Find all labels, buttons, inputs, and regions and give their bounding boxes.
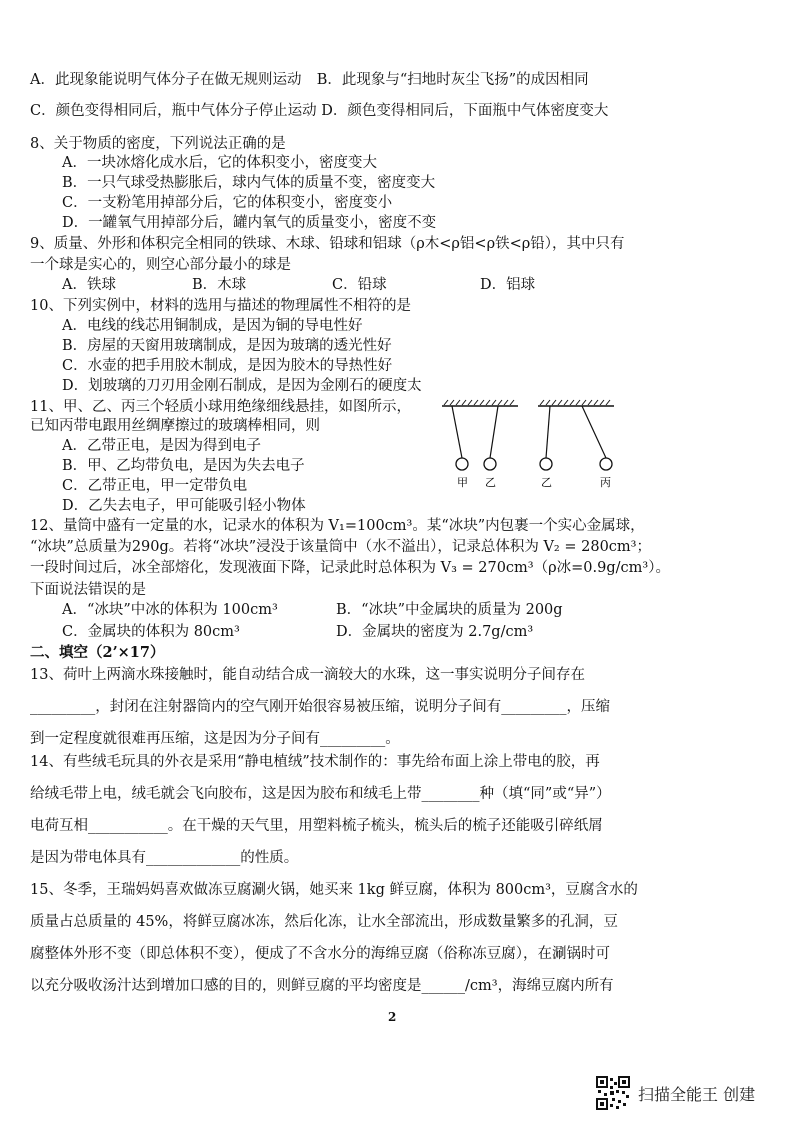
q7-option-c: C．颜色变得相同后，瓶中气体分子停止运动: [30, 103, 317, 119]
q12-line-3: 一段时间过后，冰全部熔化，发现液面下降，记录此时总体积为 V₃ = 270cm³（ρ冰=0.9g/cm³）。: [30, 560, 670, 576]
q12-option-b: B．“冰块”中金属块的质量为 200g: [336, 602, 563, 618]
q10-option-c: C．水壶的把手用胶木制成，是因为胶木的导热性好: [62, 358, 393, 374]
label-yi-right: 乙: [541, 476, 552, 489]
q13-line-1: 13、荷叶上两滴水珠接触时，能自动结合成一滴较大的水珠，这一事实说明分子间存在: [30, 667, 585, 683]
q11-stem-1: 11、甲、乙、丙三个轻质小球用绝缘细线悬挂，如图所示，: [30, 399, 411, 415]
left-ceiling: [442, 400, 518, 406]
q15-line-3: 腐整体外形不变（即总体积不变），便成了不含水分的海绵豆腐（俗称冻豆腐），在涮锅时可: [30, 946, 610, 962]
ball-jia: [456, 458, 468, 470]
q8-option-a: A．一块冰熔化成水后，它的体积变小，密度变大: [62, 155, 377, 171]
q15-line-1: 15、冬季，王瑞妈妈喜欢做冻豆腐涮火锅，她买来 1kg 鲜豆腐，体积为 800cm³，豆腐含水的: [30, 882, 638, 898]
q14-line-2: 给绒毛带上电，绒毛就会飞向胶布，这是因为胶布和绒毛上带________种（填“同”或“异”）: [30, 786, 611, 802]
string-bing: [582, 406, 606, 458]
q10-option-d: D．划玻璃的刀刃用金刚石制成，是因为金刚石的硬度太: [62, 378, 422, 394]
q9-option-d: D．铝球: [480, 277, 536, 293]
section-title-fill-in: 二、填空（2’×17）: [30, 644, 165, 661]
q9-option-c: C．铅球: [332, 277, 387, 293]
qr-code-icon: [596, 1076, 630, 1110]
q11-charged-balls-figure: [438, 398, 638, 520]
string-yi-left: [490, 406, 498, 458]
q12-option-c: C．金属块的体积为 80cm³: [62, 624, 240, 640]
q12-line-2: “冰块”总质量为290g。若将“冰块”浸没于该量筒中（水不溢出），记录总体积为 V₂ = 280cm³；: [30, 539, 651, 555]
q12-option-a: A．“冰块”中冰的体积为 100cm³: [62, 602, 278, 618]
q7-option-line-1: [30, 70, 589, 90]
label-yi-left: 乙: [485, 476, 496, 489]
q8-option-c: C．一支粉笔用掉部分后，它的体积变小，密度变小: [62, 195, 393, 211]
q11-option-d: D．乙失去电子，甲可能吸引轻小物体: [62, 498, 306, 514]
q15-line-4: 以充分吸收汤汁达到增加口感的目的，则鲜豆腐的平均密度是______/cm³，海绵豆腐内所有: [30, 978, 614, 994]
q7-option-a: A．此现象能说明气体分子在做无规则运动: [30, 72, 302, 88]
q11-option-c: C．乙带正电，甲一定带负电: [62, 478, 248, 494]
q11-stem-2: 已知丙带电跟用丝绸摩擦过的玻璃棒相同，则: [30, 418, 320, 434]
q7-option-line-2: [30, 101, 608, 121]
q7-option-d: D．颜色变得相同后，下面瓶中气体密度变大: [321, 103, 609, 119]
q10-option-a: A．电线的线芯用铜制成，是因为铜的导电性好: [62, 318, 363, 334]
q11-option-a: A．乙带正电，是因为得到电子: [62, 438, 261, 454]
q10-stem: 10、下列实例中，材料的选用与描述的物理属性不相符的是: [30, 298, 411, 314]
label-bing: 丙: [600, 476, 611, 489]
q15-line-2: 质量占总质量的 45%，将鲜豆腐冰冻，然后化冻，让水全部流出，形成数量繁多的孔洞，豆: [30, 914, 618, 930]
q8-option-d: D．一罐氧气用掉部分后，罐内氧气的质量变小，密度不变: [62, 215, 437, 231]
label-jia: 甲: [457, 476, 468, 489]
q8-stem: 8、关于物质的密度，下列说法正确的是: [30, 136, 286, 152]
q14-line-3: 电荷互相___________。在干燥的天气里，用塑料梳子梳头，梳头后的梳子还能吸引碎纸屑: [30, 818, 603, 834]
q12-line-1: 12、量筒中盛有一定量的水，记录水的体积为 V₁=100cm³。某“冰块”内包裹一个实心金属球，: [30, 518, 645, 534]
q9-option-b: B．木球: [192, 277, 247, 293]
q7-option-b: B．此现象与“扫地时灰尘飞扬”的成因相同: [316, 72, 589, 88]
ball-yi-right: [540, 458, 552, 470]
q12-line-4: 下面说法错误的是: [30, 582, 146, 598]
q14-line-4: 是因为带电体具有_____________的性质。: [30, 850, 299, 866]
string-yi-right: [546, 406, 550, 458]
q11-option-b: B．甲、乙均带负电，是因为失去电子: [62, 458, 305, 474]
q9-stem-2: 一个球是实心的，则空心部分最小的球是: [30, 257, 291, 273]
q13-line-2: _________，封闭在注射器筒内的空气刚开始很容易被压缩，说明分子间有_________，压缩: [30, 699, 610, 715]
string-jia: [452, 406, 462, 458]
q9-stem-1: 9、质量、外形和体积完全相同的铁球、木球、铅球和铝球（ρ木<ρ铝<ρ铁<ρ铅），其中只有: [30, 236, 625, 252]
q13-line-3: 到一定程度就很难再压缩，这是因为分子间有_________。: [30, 731, 400, 747]
scanner-watermark: 扫描全能王 创建: [638, 1085, 756, 1104]
ball-yi-left: [484, 458, 496, 470]
q9-option-a: A．铁球: [62, 277, 116, 293]
page-number: 2: [388, 1010, 397, 1024]
q8-option-b: B．一只气球受热膨胀后，球内气体的质量不变，密度变大: [62, 175, 436, 191]
right-ceiling: [538, 400, 614, 406]
q14-line-1: 14、有些绒毛玩具的外衣是采用“静电植绒”技术制作的：事先给布面上涂上带电的胶，再: [30, 754, 600, 770]
q10-option-b: B．房屋的天窗用玻璃制成，是因为玻璃的透光性好: [62, 338, 392, 354]
ball-bing: [600, 458, 612, 470]
q12-option-d: D．金属块的密度为 2.7g/cm³: [336, 624, 534, 640]
